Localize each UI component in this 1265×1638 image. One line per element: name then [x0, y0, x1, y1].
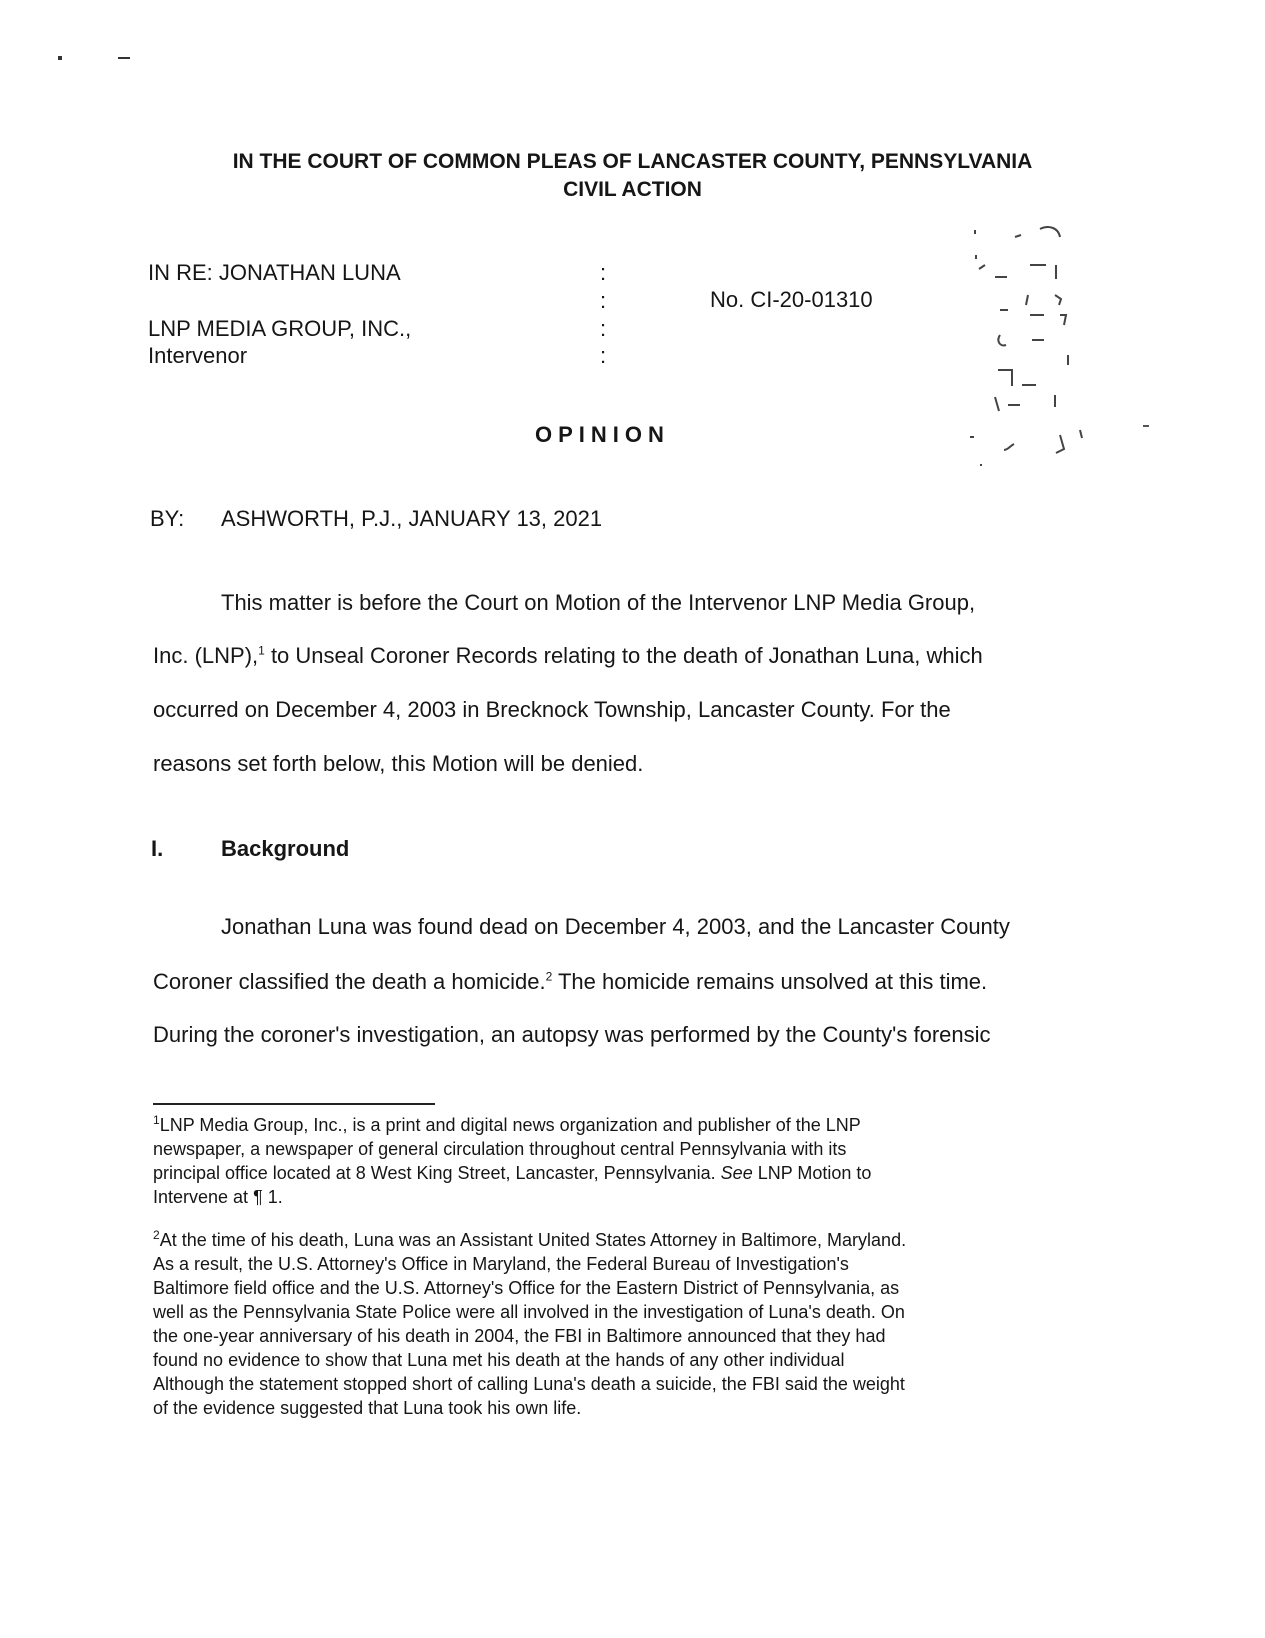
filing-stamp: [960, 225, 1100, 485]
court-name: IN THE COURT OF COMMON PLEAS OF LANCASTER COUNTY, PENNSYLVANIA: [232, 150, 1033, 173]
by-label: BY:: [150, 506, 185, 531]
footnote-text: LNP Motion to: [752, 1163, 872, 1183]
paragraph-text: to Unseal Coroner Records relating to the death of Jonathan Luna, which: [264, 643, 983, 668]
case-number: No. CI-20-01310: [710, 287, 873, 312]
footnote-line: [153, 1228, 906, 1252]
paragraph-text: Inc. (LNP),: [153, 643, 259, 668]
section-title: Background: [221, 836, 350, 861]
footnote-line: Intervene at ¶ 1.: [153, 1187, 283, 1207]
caption-in-re: IN RE: JONATHAN LUNA: [148, 260, 401, 285]
footnote-line: [153, 1161, 871, 1185]
opinion-title: OPINION: [535, 422, 670, 447]
caption-colon: :: [600, 316, 607, 341]
caption-colon: :: [600, 343, 607, 368]
footnote-mark: 1: [153, 1113, 160, 1127]
footnote-line: newspaper, a newspaper of general circulation throughout central Pennsylvania with its: [153, 1139, 847, 1159]
paragraph-text: The homicide remains unsolved at this time.: [552, 969, 988, 994]
scan-mark: [118, 57, 130, 59]
paragraph-line: During the coroner's investigation, an autopsy was performed by the County's forensic: [153, 1022, 991, 1047]
footnote-line: Although the statement stopped short of calling Luna's death a suicide, the FBI said the weight: [153, 1374, 905, 1394]
footnote-separator: [153, 1103, 435, 1105]
footnote-text: LNP Media Group, Inc., is a print and digital news organization and publisher of the LNP: [159, 1115, 861, 1135]
footnote-mark: 2: [153, 1228, 160, 1242]
paragraph-line: Jonathan Luna was found dead on December 4, 2003, and the Lancaster County: [221, 914, 1010, 939]
footnote-ref: 2: [545, 969, 553, 984]
footnote-line: the one-year anniversary of his death in 2004, the FBI in Baltimore announced that they had: [153, 1326, 886, 1346]
paragraph-line: reasons set forth below, this Motion will be denied.: [153, 751, 644, 776]
footnote-line: found no evidence to show that Luna met his death at the hands of any other individual: [153, 1350, 845, 1370]
section-number: I.: [151, 836, 164, 861]
paragraph-line: [153, 643, 983, 669]
caption-colon: :: [600, 288, 607, 313]
footnote-line: of the evidence suggested that Luna took his own life.: [153, 1398, 582, 1418]
footnote-line: [153, 1113, 861, 1137]
footnote-signal: See: [720, 1163, 753, 1183]
caption-role: Intervenor: [148, 343, 248, 368]
footnote-text: principal office located at 8 West King Street, Lancaster, Pennsylvania.: [153, 1163, 721, 1183]
paragraph-line: This matter is before the Court on Motion of the Intervenor LNP Media Group,: [221, 590, 976, 615]
footnote-text: At the time of his death, Luna was an Assistant United States Attorney in Baltimore, Maryland.: [159, 1230, 907, 1250]
caption-colon: :: [600, 260, 607, 285]
footnote-line: well as the Pennsylvania State Police were all involved in the investigation of Luna's death. On: [153, 1302, 905, 1322]
author-date: ASHWORTH, P.J., JANUARY 13, 2021: [221, 506, 603, 531]
scan-mark: [1143, 425, 1149, 427]
caption-party: LNP MEDIA GROUP, INC.,: [148, 316, 412, 341]
footnote-line: Baltimore field office and the U.S. Attorney's Office for the Eastern District of Pennsylvania, as: [153, 1278, 900, 1298]
footnote-ref: 1: [258, 643, 265, 658]
paragraph-line: [153, 969, 987, 995]
paragraph-text: Coroner classified the death a homicide.: [153, 969, 546, 994]
footnote-line: As a result, the U.S. Attorney's Office in Maryland, the Federal Bureau of Investigation's: [153, 1254, 849, 1274]
scan-mark: [58, 56, 62, 60]
paragraph-line: occurred on December 4, 2003 in Brecknock Township, Lancaster County. For the: [153, 697, 951, 722]
action-type: CIVIL ACTION: [563, 178, 702, 201]
